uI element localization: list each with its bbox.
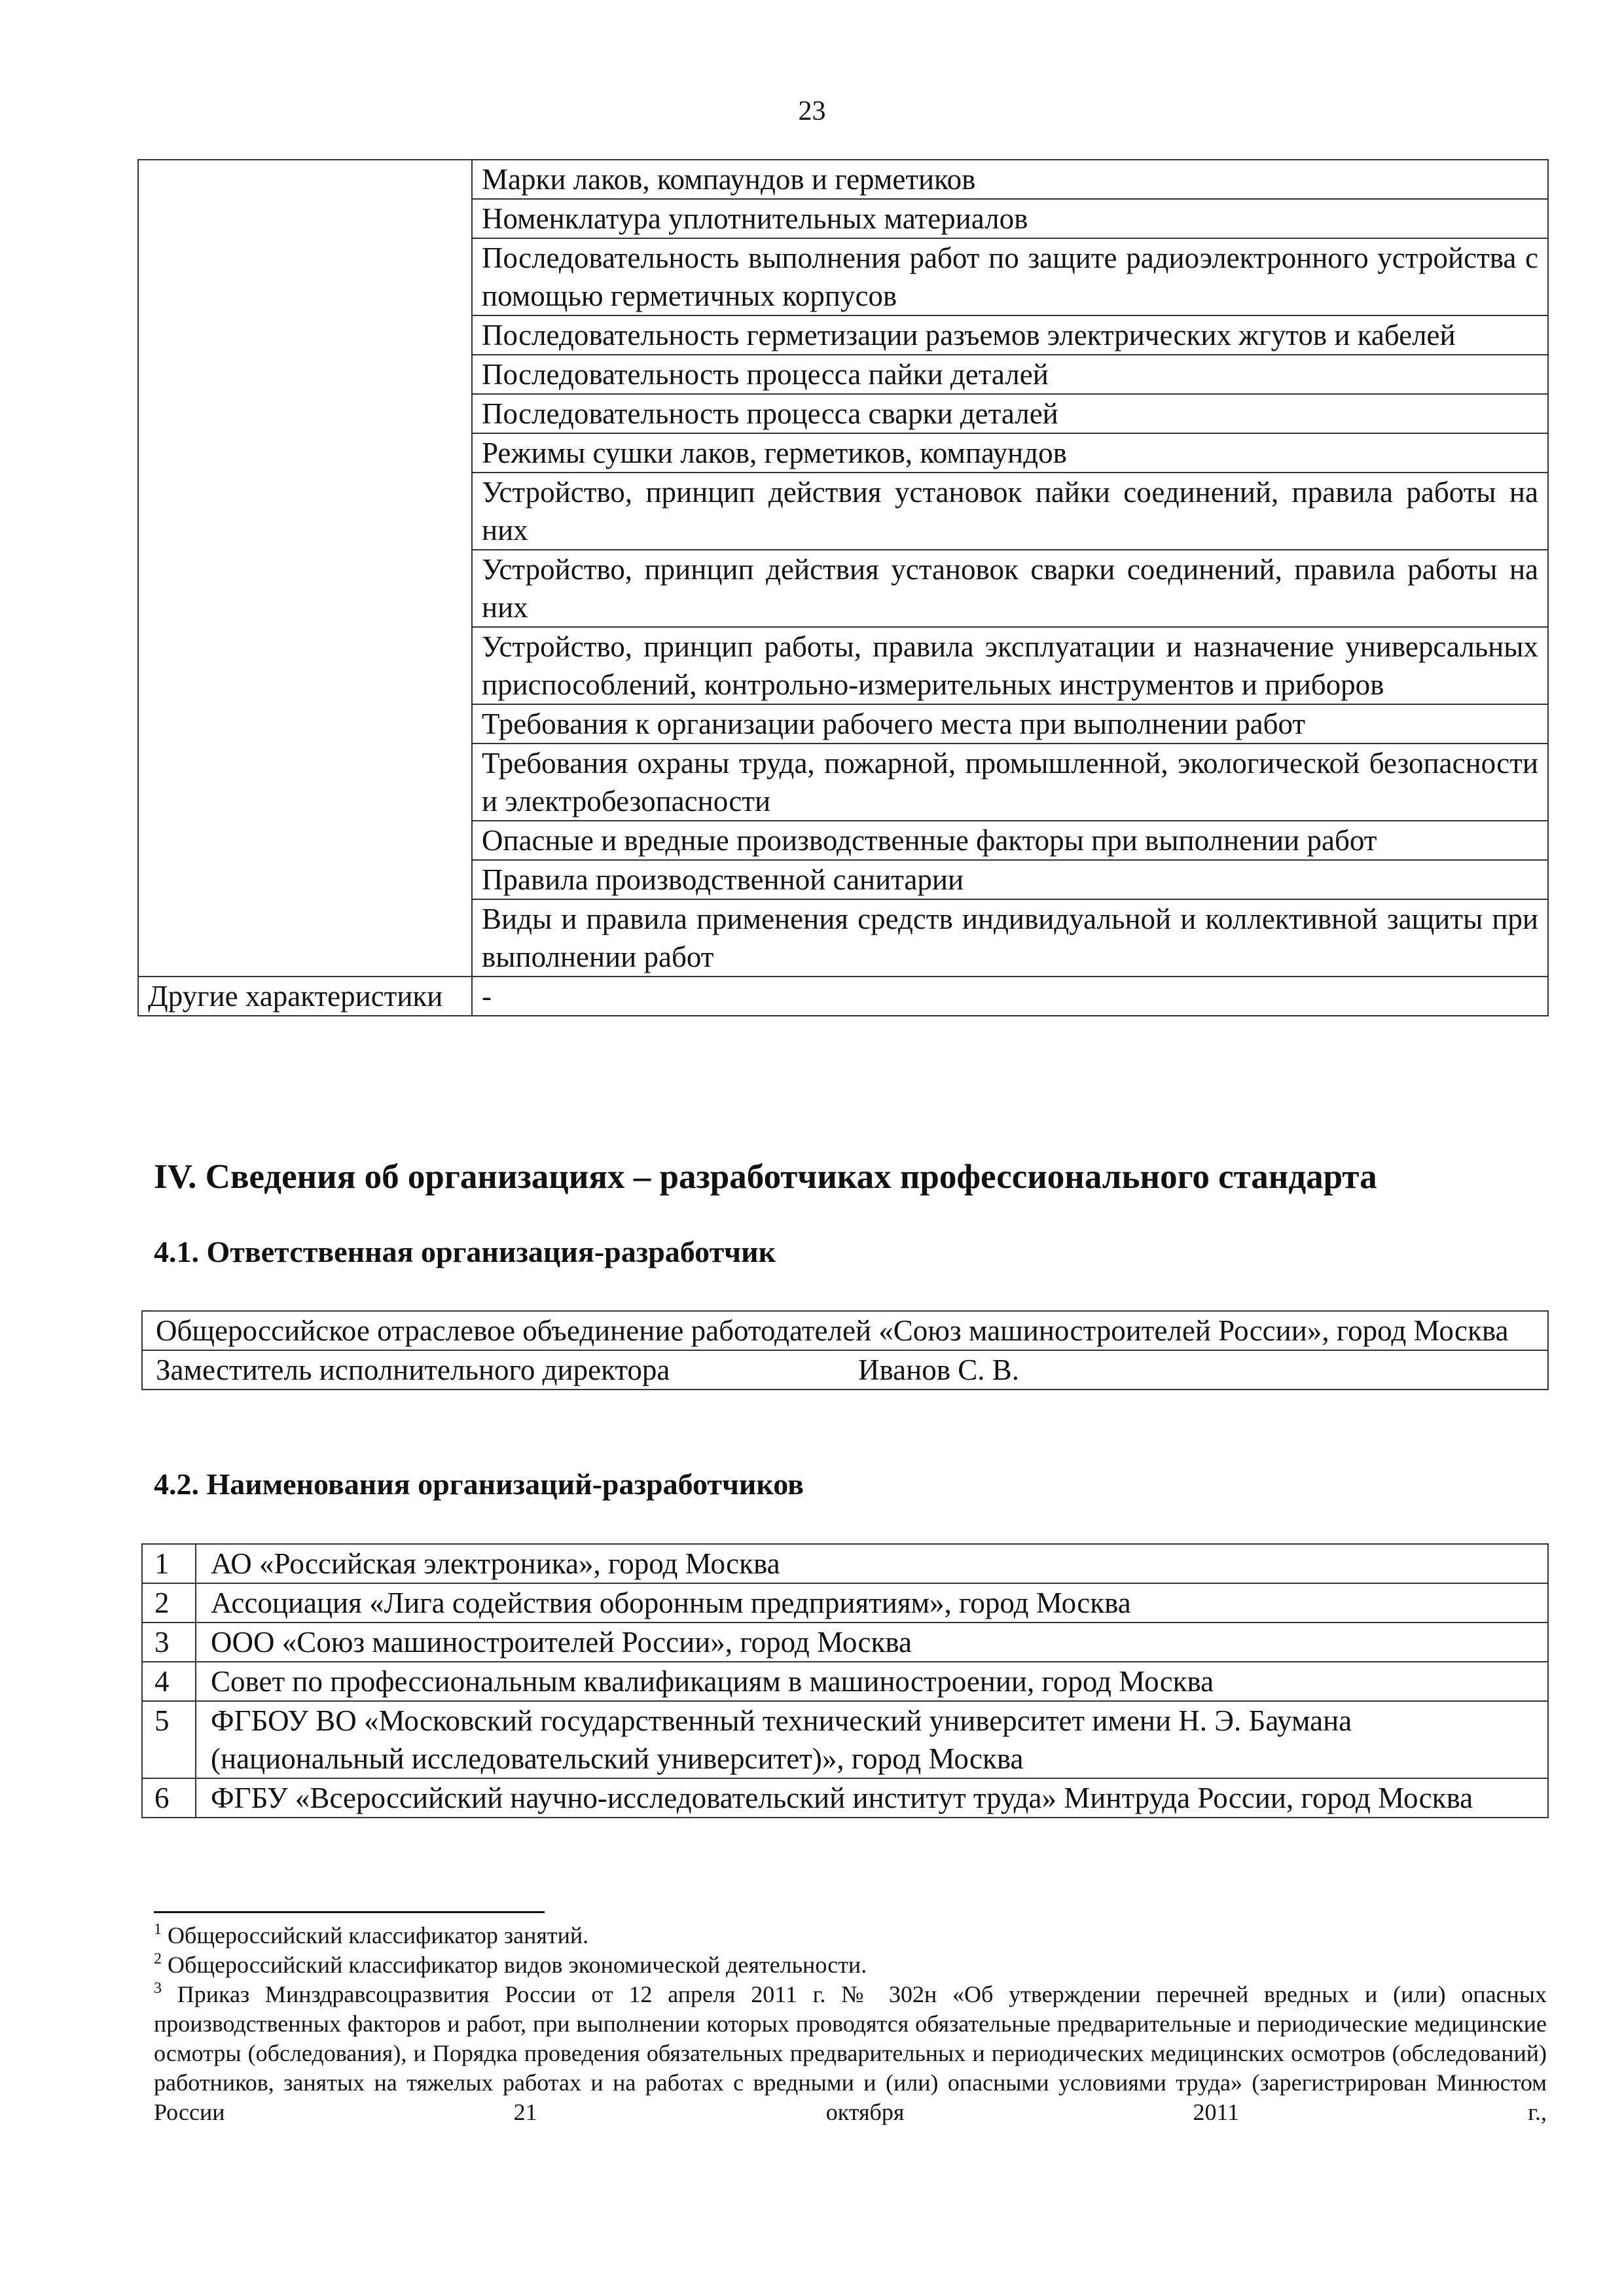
footnote xyxy=(154,1921,1547,1950)
developer-name: АО «Российская электроника», город Москва xyxy=(196,1544,1548,1583)
table-cell: Номенклатура уплотнительных материалов xyxy=(472,199,1548,238)
table-row xyxy=(142,1623,1548,1662)
org-name-cell: Общероссийское отраслевое объединение работодателей «Союз машиностроителей России», город Москва xyxy=(142,1311,1548,1350)
footnote-separator xyxy=(154,1911,545,1913)
table-cell: Режимы сушки лаков, герметиков, компаундов xyxy=(472,433,1548,473)
table-row xyxy=(142,1544,1548,1583)
row-number: 6 xyxy=(142,1778,196,1818)
table-row xyxy=(142,1662,1548,1701)
table-row xyxy=(142,1311,1548,1350)
footnote xyxy=(154,1950,1547,1980)
footnote-text: Приказ Минздравсоцразвития России от 12 апреля 2011 г. № 302н «Об утверждении перечней вредных и (или) опасных производственных факторов и работ, при выполнении которых проводятся обязательные предварительные и периодические медицинские осмотры (обследования), и Порядка проведения обязательных предварительных и периодических медицинских осмотров (обследований) работников, занятых на тяжелых работах и на работах с вредными и (или) опасными условиями труда» (зарегистрирован Минюстом России 21 октября 2011 г., xyxy=(154,1981,1547,2125)
row-number: 2 xyxy=(142,1583,196,1623)
developer-name: Ассоциация «Лига содействия оборонным предприятиям», город Москва xyxy=(196,1583,1548,1623)
table-row xyxy=(142,1583,1548,1623)
footnote-text: Общероссийский классификатор занятий. xyxy=(168,1922,589,1948)
table-row xyxy=(142,1350,1548,1390)
developer-name: Совет по профессиональным квалификациям в машиностроении, город Москва xyxy=(196,1662,1548,1701)
row-number: 1 xyxy=(142,1544,196,1583)
row-number: 4 xyxy=(142,1662,196,1701)
empty-label-cell xyxy=(138,160,472,977)
table-cell: Устройство, принцип действия установок пайки соединений, правила работы на них xyxy=(472,473,1548,550)
table-row xyxy=(142,1778,1548,1818)
person-cell: Иванов С. В. xyxy=(845,1350,1548,1390)
page-number: 23 xyxy=(798,96,826,126)
table-cell: Требования к организации рабочего места при выполнении работ xyxy=(472,704,1548,744)
table-row xyxy=(138,977,1548,1016)
table-cell: Последовательность герметизации разъемов электрических жгутов и кабелей xyxy=(472,315,1548,355)
table-cell: Последовательность выполнения работ по защите радиоэлектронного устройства с помощью герметичных корпусов xyxy=(472,238,1548,315)
table-cell: Последовательность процесса сварки деталей xyxy=(472,394,1548,433)
developer-name: ООО «Союз машиностроителей России», город Москва xyxy=(196,1623,1548,1662)
table-cell: Правила производственной санитарии xyxy=(472,860,1548,899)
table-cell: Требования охраны труда, пожарной, промышленной, экологической безопасности и электробезопасности xyxy=(472,744,1548,821)
position-cell: Заместитель исполнительного директора xyxy=(142,1350,845,1390)
section-heading: IV. Сведения об организациях – разработчиках профессионального стандарта xyxy=(154,1158,1377,1196)
developer-name: ФГБУ «Всероссийский научно-исследовательский институт труда» Минтруда России, город Москва xyxy=(196,1778,1548,1818)
footnote-mark: 1 xyxy=(154,1921,162,1938)
responsible-org-table xyxy=(141,1310,1549,1390)
table-cell: Виды и правила применения средств индивидуальной и коллективной защиты при выполнении работ xyxy=(472,899,1548,977)
table-cell: Опасные и вредные производственные факторы при выполнении работ xyxy=(472,821,1548,860)
footnote xyxy=(154,1980,1547,2127)
footnotes xyxy=(154,1921,1547,2127)
footnote-text: Общероссийский классификатор видов экономической деятельности. xyxy=(168,1952,867,1978)
table-cell: Устройство, принцип действия установок сварки соединений, правила работы на них xyxy=(472,550,1548,627)
footnote-mark: 3 xyxy=(154,1980,162,1997)
other-characteristics-label: Другие характеристики xyxy=(138,977,472,1016)
developers-table xyxy=(141,1543,1549,1818)
table-cell: Марки лаков, компаундов и герметиков xyxy=(472,160,1548,199)
row-number: 3 xyxy=(142,1623,196,1662)
other-characteristics-value: - xyxy=(472,977,1548,1016)
table-cell: Последовательность процесса пайки деталей xyxy=(472,355,1548,394)
table-cell: Устройство, принцип работы, правила эксплуатации и назначение универсальных приспособлений, контрольно-измерительных инструментов и приборов xyxy=(472,627,1548,704)
table-row xyxy=(138,160,1548,199)
row-number: 5 xyxy=(142,1701,196,1778)
table-row xyxy=(142,1701,1548,1778)
knowledge-table xyxy=(137,159,1549,1016)
footnote-mark: 2 xyxy=(154,1950,162,1967)
subheading-responsible-org: 4.1. Ответственная организация-разработчик xyxy=(154,1235,776,1268)
subheading-developers: 4.2. Наименования организаций-разработчиков xyxy=(154,1467,804,1501)
developer-name: ФГБОУ ВО «Московский государственный технический университет имени Н. Э. Баумана (национальный исследовательский университет)», город Москва xyxy=(196,1701,1548,1778)
